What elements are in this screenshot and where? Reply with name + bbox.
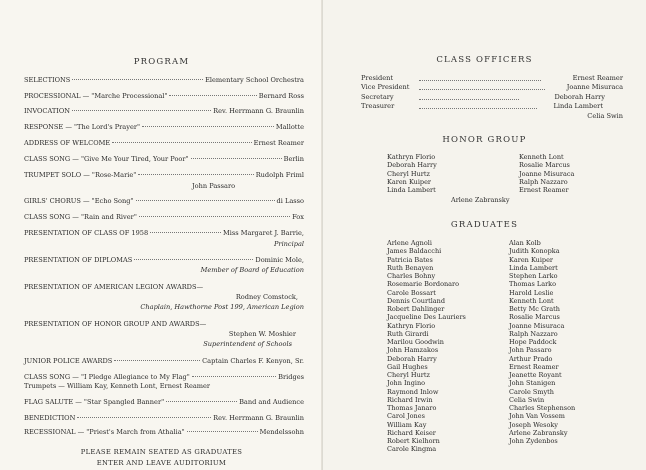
officer-row: President Ernest Reamer xyxy=(361,74,623,82)
list-item: William Kay xyxy=(387,420,427,429)
list-item: Joanne Misuraca xyxy=(509,321,565,330)
list-item: Marilou Goodwin xyxy=(387,338,444,346)
dot-leader xyxy=(138,174,253,175)
dot-leader xyxy=(419,80,541,81)
class-roster-page xyxy=(323,0,646,470)
program-item: JUNIOR POLICE AWARDS Captain Charles F. Kenyon, Sr. xyxy=(24,357,304,365)
officer-row: Treasurer Linda Lambert xyxy=(361,102,603,110)
program-item: INVOCATION Rev. Herrmann G. Braunlin xyxy=(24,107,304,115)
program-item: TRUMPET SOLO — "Rose-Marie" Rudolph Friml xyxy=(24,171,304,179)
list-item: Stephen Larko xyxy=(509,272,558,280)
list-item: John Van Vossem xyxy=(509,412,565,421)
graduates-right-column xyxy=(509,239,575,445)
honor-group-right-column xyxy=(519,153,574,194)
officer-row: Secretary Deborah Harry xyxy=(361,93,605,101)
list-item: Cheryl Hurtz xyxy=(387,371,430,379)
barrie-title: Principal xyxy=(273,240,304,248)
list-item: Dennis Courtland xyxy=(387,296,446,305)
list-item: Richard Irwin xyxy=(387,395,433,404)
dot-leader xyxy=(142,126,274,127)
honor-label: PRESENTATION OF HONOR GROUP AND AWARDS— xyxy=(24,320,207,328)
dot-leader xyxy=(191,158,282,159)
list-item: John Ingino xyxy=(387,379,426,388)
trumpets-line: Trumpets — William Kay, Kenneth Lont, Ernest Reamer xyxy=(24,382,211,390)
list-item: Ernest Reamer xyxy=(509,362,559,371)
list-item: Ruth Girardi xyxy=(387,329,429,338)
list-item: Rosemarie Bordonaro xyxy=(387,280,460,289)
dot-leader xyxy=(166,401,237,402)
program-item: PRESENTATION OF CLASS OF 1958 Miss Margaret J. Barrie, xyxy=(24,229,304,237)
legion-name: Rodney Comstock, xyxy=(235,293,298,301)
list-item: Arlene Zabransky xyxy=(509,428,568,437)
trumpet-performer: John Passaro xyxy=(192,182,236,190)
program-item: BENEDICTION Rev. Herrmann G. Braunlin xyxy=(24,414,304,422)
dot-leader xyxy=(192,376,276,377)
list-item: Karen Kuiper xyxy=(387,177,432,186)
seating-note-line1: PLEASE REMAIN SEATED AS GRADUATES xyxy=(80,448,243,456)
list-item: John Zydenbos xyxy=(509,437,558,445)
list-item: Jeanette Royant xyxy=(509,371,562,379)
list-item: Alan Kolb xyxy=(509,239,541,247)
list-item: Linda Lambert xyxy=(387,186,436,194)
honor-title: Superintendent of Schools xyxy=(203,340,292,348)
program-item: RECESSIONAL — "Priest's March from Athalia" Mendelssohn xyxy=(24,428,304,436)
list-item: John Passaro xyxy=(509,346,552,355)
list-item: Arthur Prado xyxy=(509,354,553,363)
list-item: Ralph Nazzaro xyxy=(519,177,568,186)
program-item: PROCESSIONAL — "Marche Processional" Bernard Ross xyxy=(24,92,304,100)
list-item: Jacqueline Des Lauriers xyxy=(387,313,466,322)
list-item: Betty Mc Grath xyxy=(509,305,560,313)
dot-leader xyxy=(187,431,258,432)
dot-leader xyxy=(169,95,256,96)
program-title: PROGRAM xyxy=(133,57,190,67)
list-item: Kathryn Florio xyxy=(387,153,436,161)
list-item: Gail Hughes xyxy=(387,362,428,371)
list-item: Carole Kingma xyxy=(387,445,437,454)
dot-leader xyxy=(139,216,290,217)
list-item: Patricia Bates xyxy=(387,255,433,264)
dot-leader xyxy=(112,142,251,143)
honor-name: Stephen W. Moshier xyxy=(228,330,296,338)
class-officers-title: CLASS OFFICERS xyxy=(436,55,533,65)
dot-leader xyxy=(134,259,253,260)
honor-group-bottom: Arlene Zabransky xyxy=(451,196,510,204)
list-item: Harold Leslie xyxy=(509,288,554,297)
list-item: Deborah Harry xyxy=(387,354,437,363)
list-item: Carole Bossart xyxy=(387,288,436,297)
list-item: Carole Smyth xyxy=(509,387,554,396)
program-item: PRESENTATION OF DIPLOMAS Dominic Mole, xyxy=(24,256,304,264)
mole-title: Member of Board of Education xyxy=(200,266,304,274)
legion-title: Chaplain, Hawthorne Post 199, American Legion xyxy=(140,303,304,311)
program-item: CLASS SONG — "Give Me Your Tired, Your Poor" Berlin xyxy=(24,155,304,163)
legion-label: PRESENTATION OF AMERICAN LEGION AWARDS— xyxy=(24,283,204,291)
dot-leader xyxy=(419,89,545,90)
honor-group-left-column xyxy=(387,153,437,194)
list-item: Cheryl Hurtz xyxy=(387,169,430,178)
list-item: Thomas Janaro xyxy=(387,404,437,412)
list-item: Thomas Larko xyxy=(509,280,557,289)
program-item: CLASS SONG — "Rain and River" Fox xyxy=(24,213,304,221)
list-item: Carol Jones xyxy=(387,412,425,421)
list-item: Hope Paddock xyxy=(509,338,557,346)
list-item: Ruth Benayen xyxy=(387,263,434,272)
list-item: James Baldacchi xyxy=(387,247,442,256)
list-item: Rosalie Marcus xyxy=(509,313,560,322)
program-item: RESPONSE — "The Lord's Prayer" Mallotte xyxy=(24,123,304,131)
list-item: Celia Swin xyxy=(509,395,545,404)
list-item: Charles Bohny xyxy=(387,272,436,280)
list-item: Charles Stephenson xyxy=(509,404,576,412)
list-item: Richard Keiser xyxy=(387,428,436,437)
list-item: Kathryn Florio xyxy=(387,321,436,330)
list-item: Karen Kuiper xyxy=(509,255,554,264)
graduates-title: GRADUATES xyxy=(450,220,519,230)
list-item: Linda Lambert xyxy=(509,263,558,272)
list-item: Kenneth Lont xyxy=(519,153,564,161)
list-item: Arlene Agnoli xyxy=(387,239,432,247)
dot-leader xyxy=(419,108,537,109)
dot-leader xyxy=(72,110,211,111)
officer-row: Vice President Joanne Misuraca xyxy=(361,83,623,91)
list-item: Joseph Wesoky xyxy=(509,420,558,429)
list-item: John Stanigen xyxy=(509,379,556,388)
dot-leader xyxy=(77,417,211,418)
dot-leader xyxy=(72,79,203,80)
program-item: FLAG SALUTE — "Star Spangled Banner" Band and Audience xyxy=(24,398,304,406)
list-item: Raymond Inlow xyxy=(387,387,439,396)
list-item: Joanne Misuraca xyxy=(519,169,575,178)
program-item: CLASS SONG — "I Pledge Allegiance to My Flag" Bridges xyxy=(24,373,304,381)
list-item: Rosalie Marcus xyxy=(519,161,570,170)
list-item: Robert Kielhorn xyxy=(387,437,440,445)
seating-note-line2: ENTER AND LEAVE AUDITORIUM xyxy=(96,459,227,467)
program-item: SELECTIONS Elementary School Orchestra xyxy=(24,76,304,84)
list-item: Judith Konopka xyxy=(509,247,560,256)
program-item: ADDRESS OF WELCOME Ernest Reamer xyxy=(24,139,304,147)
honor-group-title: HONOR GROUP xyxy=(442,135,527,145)
list-item: Deborah Harry xyxy=(387,161,437,170)
list-item: Kenneth Lont xyxy=(509,296,554,305)
list-item: Ernest Reamer xyxy=(519,186,569,194)
officer-row-extra: Celia Swin xyxy=(587,112,623,120)
graduates-left-column xyxy=(387,239,466,454)
list-item: Robert Dahlinger xyxy=(387,305,445,313)
dot-leader xyxy=(136,200,275,201)
program-item: GIRLS' CHORUS — "Echo Song" di Lasso xyxy=(24,197,304,205)
list-item: John Hamzakos xyxy=(387,346,439,355)
dot-leader xyxy=(419,99,519,100)
list-item: Ralph Nazzaro xyxy=(509,329,558,338)
dot-leader xyxy=(150,232,221,233)
dot-leader xyxy=(114,360,200,361)
